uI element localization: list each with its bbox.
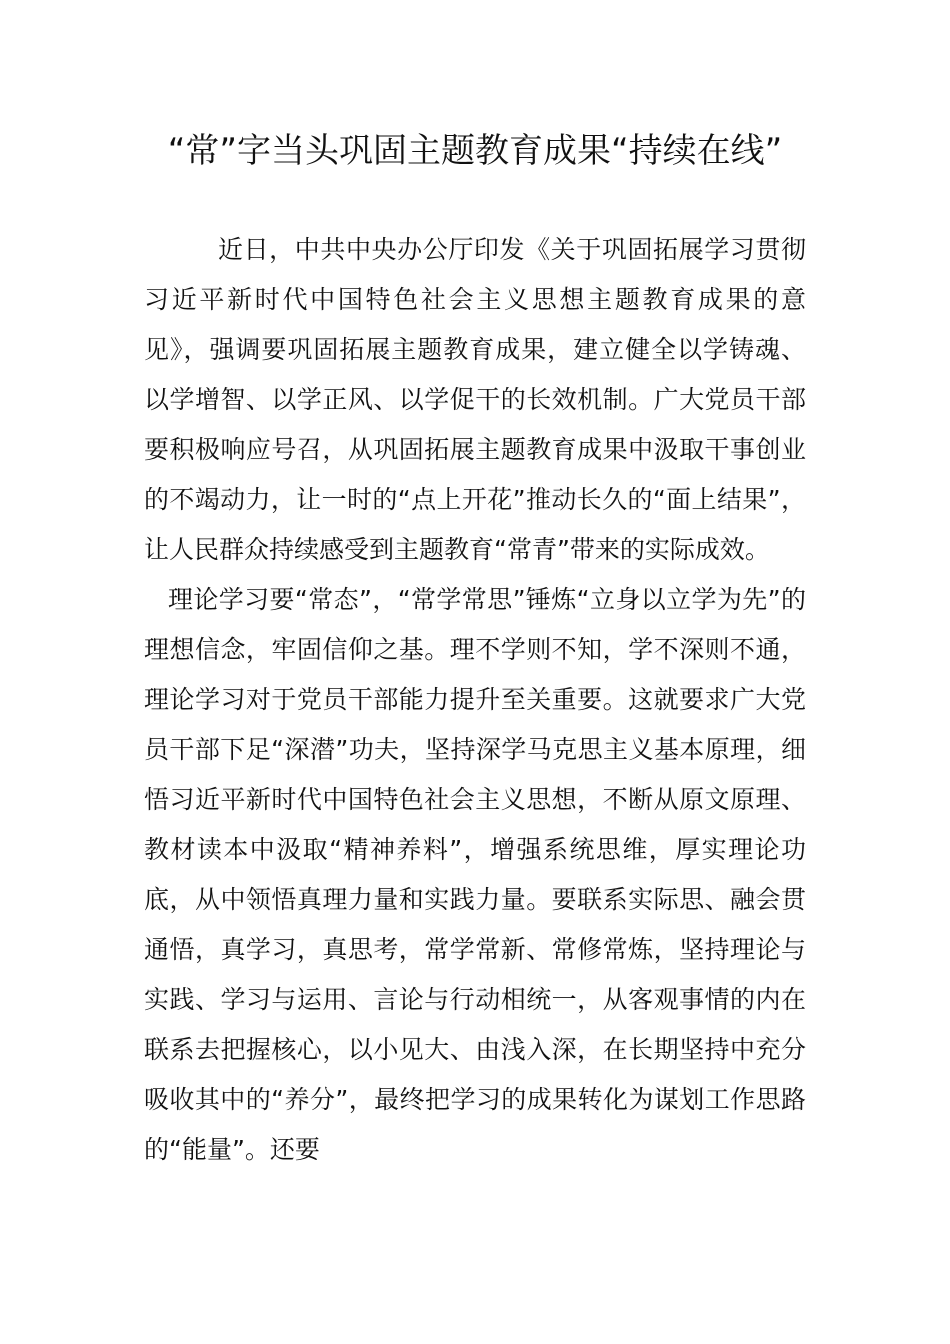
paragraph-intro: 近日，中共中央办公厅印发《关于巩固拓展学习贯彻习近平新时代中国特色社会主义思想主题教育成果的意见》，强调要巩固拓展主题教育成果，建立健全以学铸魂、以学增智、以学正风、以学促干的长效机制。广大党员干部要积极响应号召，从巩固拓展主题教育成果中汲取干事创业的不竭动力，让一时的“点上开花”推动长久的“面上结果”，让人民群众持续感受到主题教育“常青”带来的实际成效。: [144, 235, 806, 564]
document-title: “常”字当头巩固主题教育成果“持续在线”: [167, 131, 783, 171]
paragraph-theory-study: 理论学习要“常态”，“常学常思”锤炼“立身以立学为先”的理想信念，牢固信仰之基。理不学则不知，学不深则不通，理论学习对于党员干部能力提升至关重要。这就要求广大党员干部下足“深潜”功夫，坚持深学马克思主义基本原理，细悟习近平新时代中国特色社会主义思想，不断从原文原理、教材读本中汲取“精神养料”，增强系统思维，厚实理论功底，从中领悟真理力量和实践力量。要联系实际思、融会贯通悟，真学习，真思考，常学常新、常修常炼，坚持理论与实践、学习与运用、言论与行动相统一，从客观事情的内在联系去把握核心，以小见大、由浅入深，在长期坚持中充分吸收其中的“养分”，最终把学习的成果转化为谋划工作思路的“能量”。还要: [144, 585, 806, 1164]
document-body: [144, 225, 806, 1175]
